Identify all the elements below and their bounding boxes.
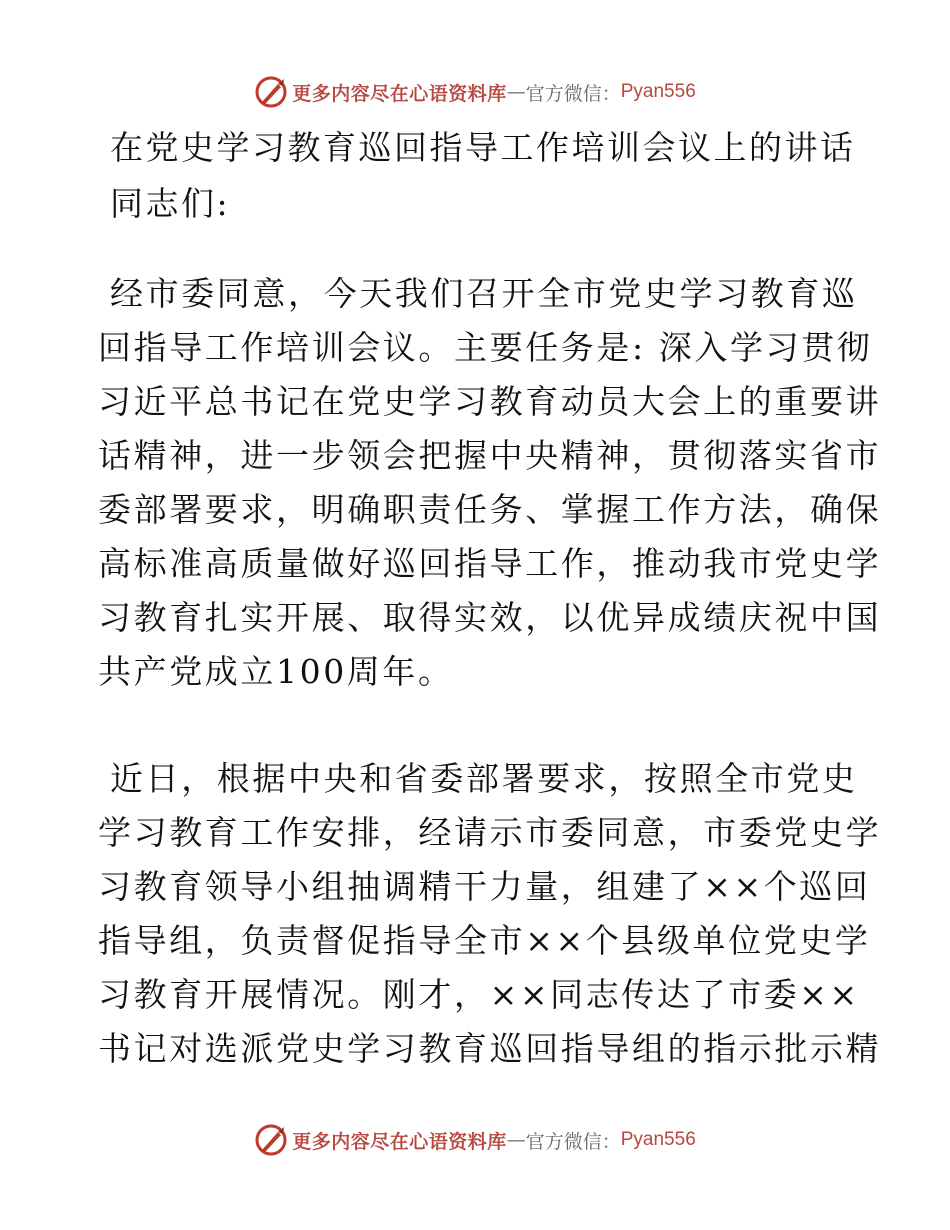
paragraph-line: 学习教育工作安排，经请示市委同意，市委党史学 [98,813,882,852]
footer-watermark [0,1120,950,1160]
watermark-brand: 更多内容尽在心语资料库 [292,82,507,105]
paragraph-line: 高标准高质量做好巡回指导工作，推动我市党史学 [98,544,882,583]
paragraph-line: 书记对选派党史学习教育巡回指导组的指示批示精 [98,1029,882,1068]
paragraph-1 [98,267,882,699]
paragraph-line: 共产党成立100周年。 [98,652,454,691]
watermark-official-label: 官方微信： [525,1130,621,1153]
quill-logo-icon [254,75,288,109]
header-watermark [0,72,950,112]
paragraph-line: 习教育领导小组抽调精干力量，组建了××个巡回 [98,867,871,906]
paragraph-line: 话精神，进一步领会把握中央精神，贯彻落实省市 [98,436,882,475]
document-title: 在党史学习教育巡回指导工作培训会议上的讲话 [110,128,856,167]
watermark-brand: 更多内容尽在心语资料库 [292,1130,507,1153]
paragraph-line: 经市委同意，今天我们召开全市党史学习教育巡 [110,274,858,313]
salutation: 同志们: [110,184,231,223]
paragraph-line: 习教育开展情况。刚才，××同志传达了市委×× [98,975,860,1014]
watermark-separator: — [506,81,526,103]
quill-logo-icon [254,1123,288,1157]
paragraph-line: 近日，根据中央和省委部署要求，按照全市党史 [110,759,858,798]
paragraph-line: 习近平总书记在党史学习教育动员大会上的重要讲 [98,382,882,421]
paragraph-2 [98,752,882,1076]
watermark-official-label: 官方微信： [525,82,621,105]
watermark-wechat-id: Pyan556 [620,1129,696,1150]
paragraph-line: 回指导工作培训会议。主要任务是: 深入学习贯彻 [98,328,873,367]
paragraph-line: 委部署要求，明确职责任务、掌握工作方法，确保 [98,490,882,529]
watermark-wechat-id: Pyan556 [620,81,696,102]
paragraph-line: 指导组，负责督促指导全市××个县级单位党史学 [98,921,871,960]
paragraph-line: 习教育扎实开展、取得实效，以优异成绩庆祝中国 [98,598,882,637]
watermark-separator: — [506,1129,526,1151]
